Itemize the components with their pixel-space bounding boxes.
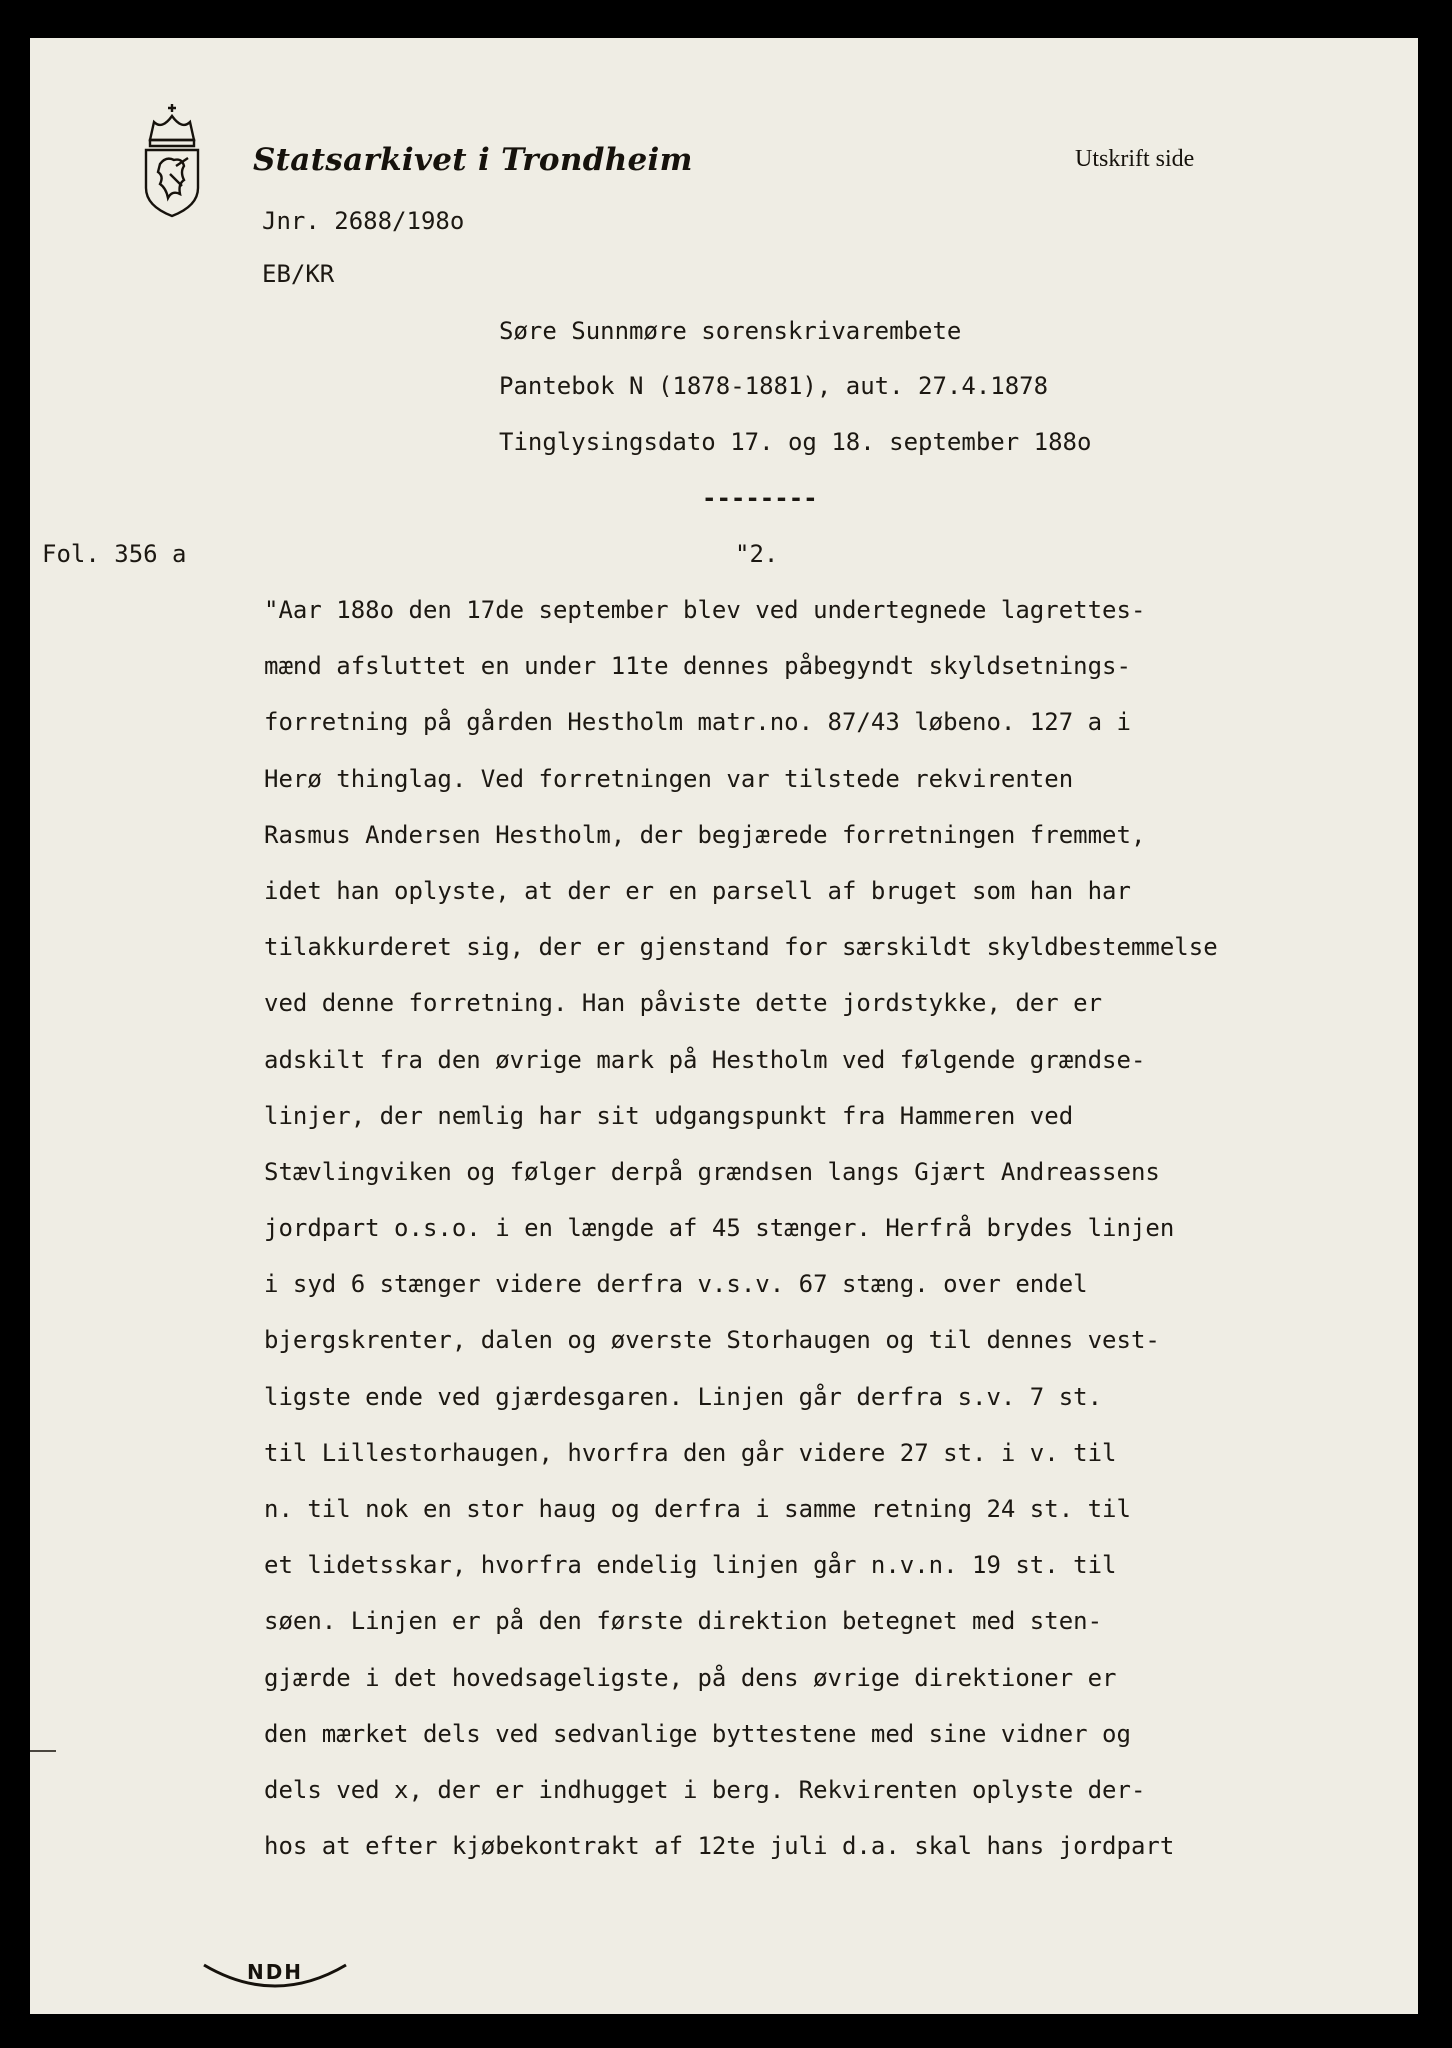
text-line: Stævlingviken og følger derpå grændsen langs Gjært Andreassens	[264, 1157, 1160, 1186]
text-line: forretning på gården Hestholm matr.no. 87/43 løbeno. 127 a i	[264, 708, 1131, 737]
text-line: mænd afsluttet en under 11te dennes påbegyndt skyldsetnings-	[264, 652, 1131, 681]
text-line: Herø thinglag. Ved forretningen var tilstede rekvirenten	[264, 764, 1074, 793]
text-line: dels ved x, der er indhugget i berg. Rekvirenten oplyste der-	[264, 1775, 1146, 1804]
text-line: linjer, der nemlig har sit udgangspunkt fra Hammeren ved	[264, 1101, 1074, 1130]
text-line: jordpart o.s.o. i en længde af 45 stænger. Herfrå brydes linjen	[264, 1214, 1175, 1243]
initials: EB/KR	[262, 260, 335, 288]
text-line: idet han oplyste, at der er en parsell af bruget som han har	[264, 876, 1131, 905]
archive-stamp	[200, 1945, 350, 2005]
text-line: søen. Linjen er på den første direktion betegnet med sten-	[264, 1607, 1103, 1636]
norwegian-coat-of-arms-icon	[140, 102, 204, 218]
text-line: den mærket dels ved sedvanlige byttestene med sine vidner og	[264, 1719, 1131, 1748]
text-line: adskilt fra den øvrige mark på Hestholm ved følgende grændse-	[264, 1045, 1146, 1074]
source-register: Pantebok N (1878-1881), aut. 27.4.1878	[499, 372, 1049, 400]
entry-number: "2.	[735, 540, 779, 568]
source-office: Søre Sunnmøre sorenskrivarembete	[499, 317, 962, 345]
text-line: bjergskrenter, dalen og øverste Storhaugen og til dennes vest-	[264, 1326, 1160, 1355]
text-line: ved denne forretning. Han påviste dette jordstykke, der er	[264, 989, 1103, 1018]
page-label: Utskrift side	[1075, 146, 1195, 172]
institution-letterhead: Statsarkivet i Trondheim	[253, 142, 693, 178]
margin-tick	[30, 1750, 56, 1752]
journal-number: Jnr. 2688/198o	[262, 207, 465, 235]
text-line: hos at efter kjøbekontrakt af 12te juli d.a. skal hans jordpart	[264, 1832, 1175, 1861]
text-line: "Aar 188o den 17de september blev ved undertegnede lagrettes-	[264, 596, 1146, 624]
folio-reference: Fol. 356 a	[42, 540, 187, 568]
text-line: et lidetsskar, hvorfra endelig linjen går n.v.n. 19 st. til	[264, 1551, 1117, 1580]
text-line: i syd 6 stænger videre derfra v.s.v. 67 stæng. over endel	[264, 1270, 1088, 1299]
text-line: til Lillestorhaugen, hvorfra den går videre 27 st. i v. til	[264, 1438, 1117, 1467]
entry-body	[264, 595, 1218, 1887]
text-line: Rasmus Andersen Hestholm, der begjærede forretningen fremmet,	[264, 820, 1146, 849]
registration-date: Tinglysingsdato 17. og 18. september 188o	[499, 428, 1092, 456]
text-line: tilakkurderet sig, der er gjenstand for særskildt skyldbestemmelse	[264, 933, 1218, 962]
text-line: n. til nok en stor haug og derfra i samme retning 24 st. til	[264, 1495, 1131, 1523]
stamp-text: NDH	[246, 1960, 304, 1984]
separator: --------	[702, 484, 818, 512]
text-line: gjærde i det hovedsageligste, på dens øvrige direktioner er	[264, 1663, 1117, 1692]
text-line: ligste ende ved gjærdesgaren. Linjen går derfra s.v. 7 st.	[264, 1382, 1103, 1411]
